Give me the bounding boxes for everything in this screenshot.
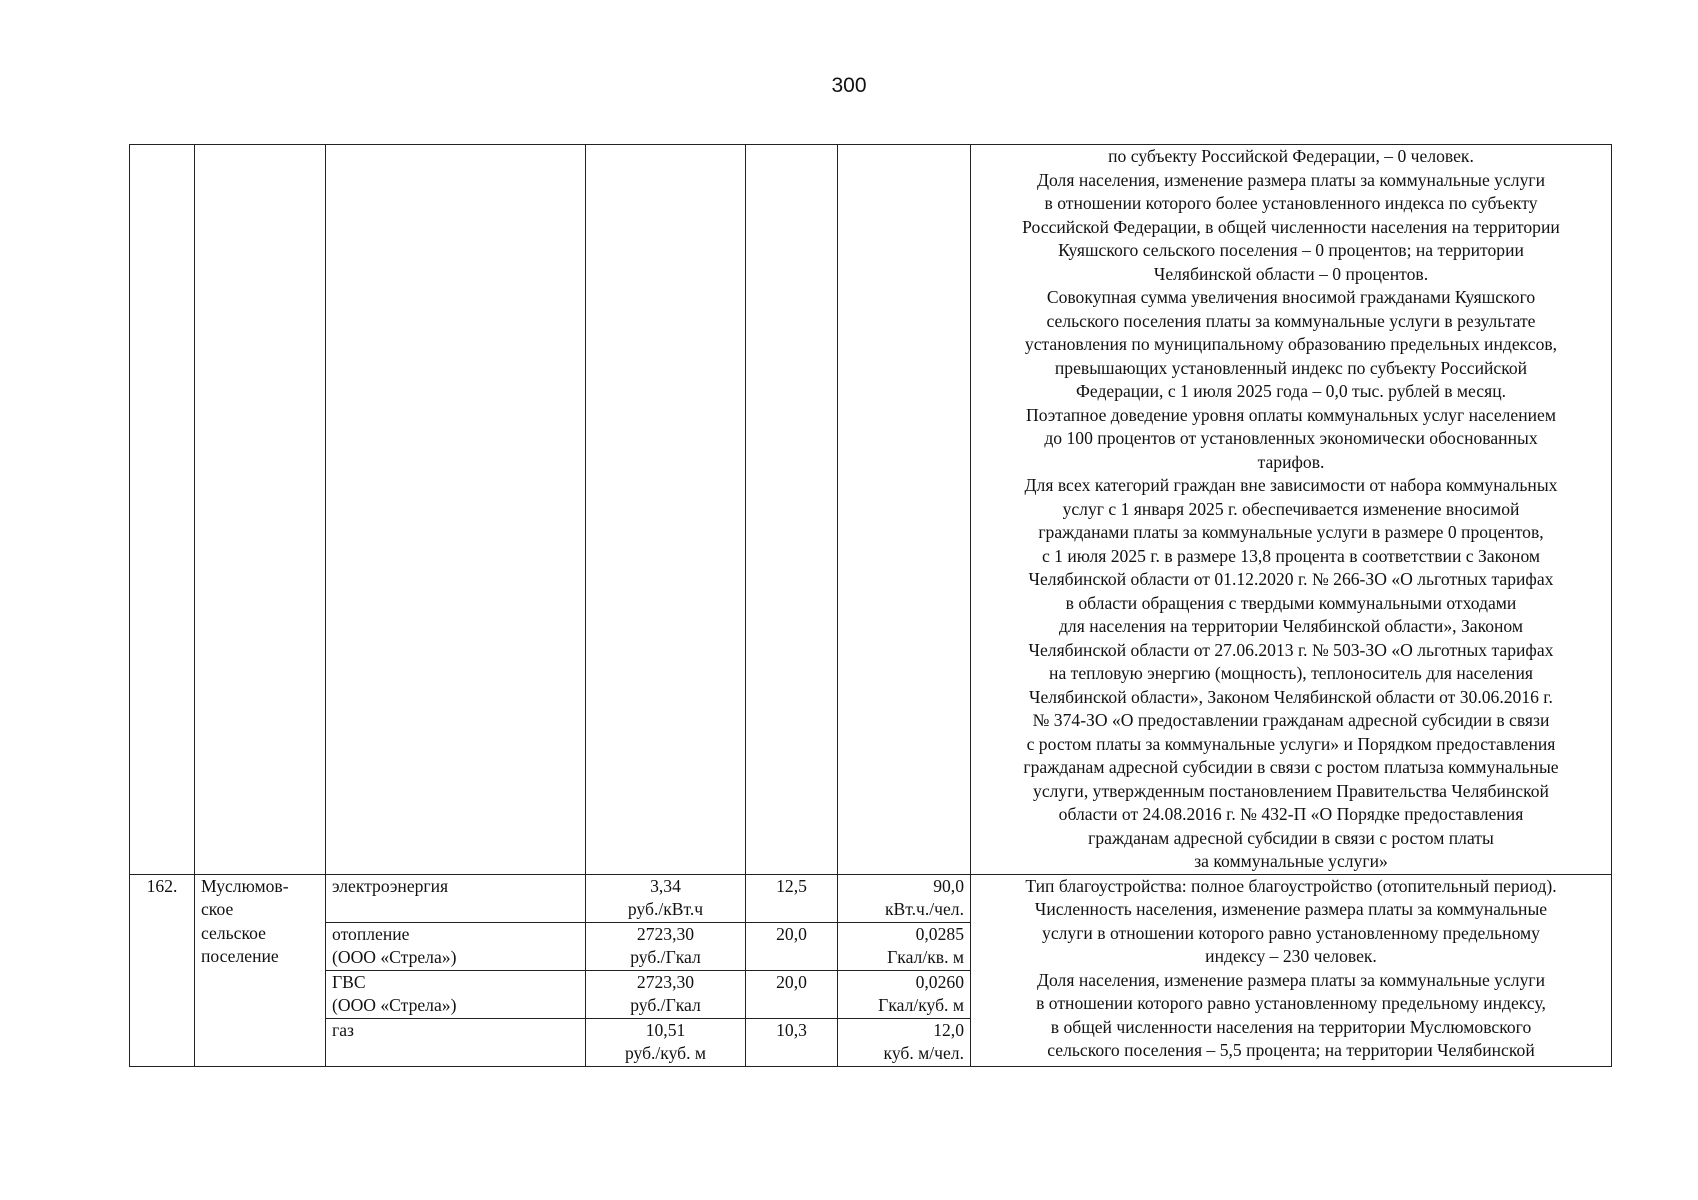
service-name-line: (ООО «Стрела»)	[332, 947, 457, 967]
norm-line: 12,0	[933, 1019, 964, 1040]
text-line: Доля населения, изменение размера платы за коммунальные услуги	[1036, 969, 1545, 990]
norm-line: 0,0260	[915, 971, 964, 992]
text-line: Российской Федерации, в общей численности населения на территории	[1022, 216, 1560, 237]
text-line: с 1 июля 2025 г. в размере 13,8 процента в соответствии с Законом	[1041, 545, 1541, 566]
row-162-service-1	[130, 874, 1612, 922]
text-line: Совокупная сумма увеличения вносимой гражданами Куяшского	[1046, 287, 1536, 307]
page-number: 300	[831, 74, 867, 97]
norm-line: кВт.ч./чел.	[884, 899, 964, 919]
tariff-line: руб./кВт.ч	[627, 899, 704, 919]
service-tariff	[586, 970, 746, 1018]
text-line: услуги, утвержденным постановлением Правительства Челябинской	[1033, 780, 1549, 801]
cell-municipality-empty	[195, 145, 326, 875]
text-line: гражданам адресной субсидии в связи с ростом платыза коммунальные	[1023, 757, 1559, 777]
text-line: превышающих установленный индекс по субъекту Российской	[1054, 357, 1528, 378]
text-line: индексу – 230 человек.	[1205, 946, 1377, 966]
norm-line: Гкал/куб. м	[878, 995, 964, 1015]
norm-line: 0,0285	[915, 923, 964, 944]
service-name-line: (ООО «Стрела»)	[332, 995, 457, 1015]
municipality-line: сельское	[201, 922, 266, 943]
service-tariff	[586, 1018, 746, 1066]
text-line: гражданам адресной субсидии в связи с ростом платы	[1088, 827, 1494, 848]
text-line: области от 24.08.2016 г. № 432-П «О Порядке предоставления	[1058, 804, 1524, 824]
text-line: по субъекту Российской Федерации, – 0 человек.	[1108, 146, 1474, 166]
text-line: Куяшского сельского поселения – 0 процентов; на территории	[1058, 240, 1524, 260]
service-name	[326, 874, 586, 922]
text-line: гражданами платы за коммунальные услуги в размере 0 процентов,	[1038, 522, 1544, 542]
service-name-line: газ	[332, 1019, 354, 1040]
text-line: за коммунальные услуги»	[1194, 851, 1388, 871]
paragraph	[977, 169, 1605, 287]
row-162-description	[971, 874, 1612, 1066]
norm-line: Гкал/кв. м	[887, 947, 964, 967]
service-index: 12,5	[746, 874, 838, 922]
text-line: в отношении которого более установленного индекса по субъекту	[1044, 193, 1538, 213]
service-tariff	[586, 922, 746, 970]
municipality-line: ское	[201, 899, 234, 919]
tariff-line: руб./куб. м	[624, 1043, 707, 1063]
text-line: в общей численности населения на территории Муслюмовского	[1050, 1016, 1532, 1037]
service-norm	[838, 922, 971, 970]
text-line: с ростом платы за коммунальные услуги» и Порядком предоставления	[1026, 733, 1556, 754]
municipality-name	[195, 874, 326, 1066]
text-line: в отношении которого равно установленному предельному индексу,	[1036, 993, 1546, 1013]
text-line: Челябинской области от 27.06.2013 г. № 503-ЗО «О льготных тарифах	[1028, 639, 1554, 660]
text-line: № 374-ЗО «О предоставлении гражданам адресной субсидии в связи	[1032, 710, 1550, 730]
paragraph	[977, 286, 1605, 404]
text-line: Челябинской области – 0 процентов.	[1153, 263, 1429, 284]
cell-norm-empty	[838, 145, 971, 875]
service-name-line: отопление	[332, 923, 410, 944]
text-line: на тепловую энергию (мощность), теплоноситель для населения	[1049, 663, 1533, 683]
text-line: сельского поселения – 5,5 процента; на территории Челябинской	[1047, 1040, 1535, 1060]
paragraph	[977, 875, 1605, 899]
service-name-line: электроэнергия	[332, 875, 449, 896]
tariff-line: руб./Гкал	[630, 995, 701, 1015]
paragraph	[977, 474, 1605, 874]
row-number: 162.	[130, 874, 195, 1066]
service-index: 20,0	[746, 922, 838, 970]
continuation-description	[971, 145, 1612, 875]
cell-service-empty	[326, 145, 586, 875]
municipality-line: поселение	[201, 946, 279, 966]
paragraph	[977, 145, 1605, 169]
text-line: в области обращения с твердыми коммунальными отходами	[1065, 592, 1517, 613]
continuation-row	[130, 145, 1612, 875]
text-line: Челябинской области от 01.12.2020 г. № 266-ЗО «О льготных тарифах	[1028, 569, 1554, 589]
paragraph	[977, 969, 1605, 1063]
service-index: 20,0	[746, 970, 838, 1018]
text-line: Численность населения, изменение размера платы за коммунальные	[1034, 899, 1548, 919]
service-name-line: ГВС	[332, 971, 366, 992]
cell-index-empty	[746, 145, 838, 875]
text-line: до 100 процентов от установленных экономически обоснованных	[1044, 428, 1538, 448]
text-line: Тип благоустройства: полное благоустройство (отопительный период).	[1025, 875, 1557, 896]
text-line: услуги в отношении которого равно установленному предельному	[1042, 922, 1540, 943]
tariff-line: 2723,30	[636, 923, 695, 944]
cell-tariff-empty	[586, 145, 746, 875]
service-name	[326, 922, 586, 970]
service-name	[326, 1018, 586, 1066]
cell-number-empty	[130, 145, 195, 875]
text-line: установления по муниципальному образованию предельных индексов,	[1024, 334, 1558, 354]
text-line: для населения на территории Челябинской области», Законом	[1058, 616, 1524, 636]
text-line: Поэтапное доведение уровня оплаты коммунальных услуг населением	[1026, 404, 1556, 425]
text-line: сельского поселения платы за коммунальные услуги в результате	[1046, 310, 1536, 331]
tariff-line: 2723,30	[636, 971, 695, 992]
text-line: услуг с 1 января 2025 г. обеспечивается изменение вносимой	[1062, 498, 1520, 519]
service-norm	[838, 970, 971, 1018]
text-line: Для всех категорий граждан вне зависимости от набора коммунальных	[1024, 475, 1558, 495]
text-line: Федерации, с 1 июля 2025 года – 0,0 тыс. рублей в месяц.	[1075, 381, 1507, 401]
text-line: Доля населения, изменение размера платы за коммунальные услуги	[1036, 169, 1545, 190]
service-index: 10,3	[746, 1018, 838, 1066]
service-norm	[838, 1018, 971, 1066]
text-line: тарифов.	[1257, 451, 1325, 472]
tariff-table	[129, 144, 1612, 1067]
service-name	[326, 970, 586, 1018]
norm-line: куб. м/чел.	[883, 1043, 964, 1063]
tariff-line: 3,34	[650, 875, 681, 896]
tariff-line: 10,51	[645, 1019, 686, 1040]
service-tariff	[586, 874, 746, 922]
paragraph	[977, 404, 1605, 475]
municipality-line: Муслюмов-	[201, 875, 289, 896]
paragraph	[977, 898, 1605, 969]
tariff-line: руб./Гкал	[630, 947, 701, 967]
norm-line: 90,0	[933, 875, 964, 896]
service-norm	[838, 874, 971, 922]
text-line: Челябинской области», Законом Челябинской области от 30.06.2016 г.	[1029, 686, 1553, 707]
